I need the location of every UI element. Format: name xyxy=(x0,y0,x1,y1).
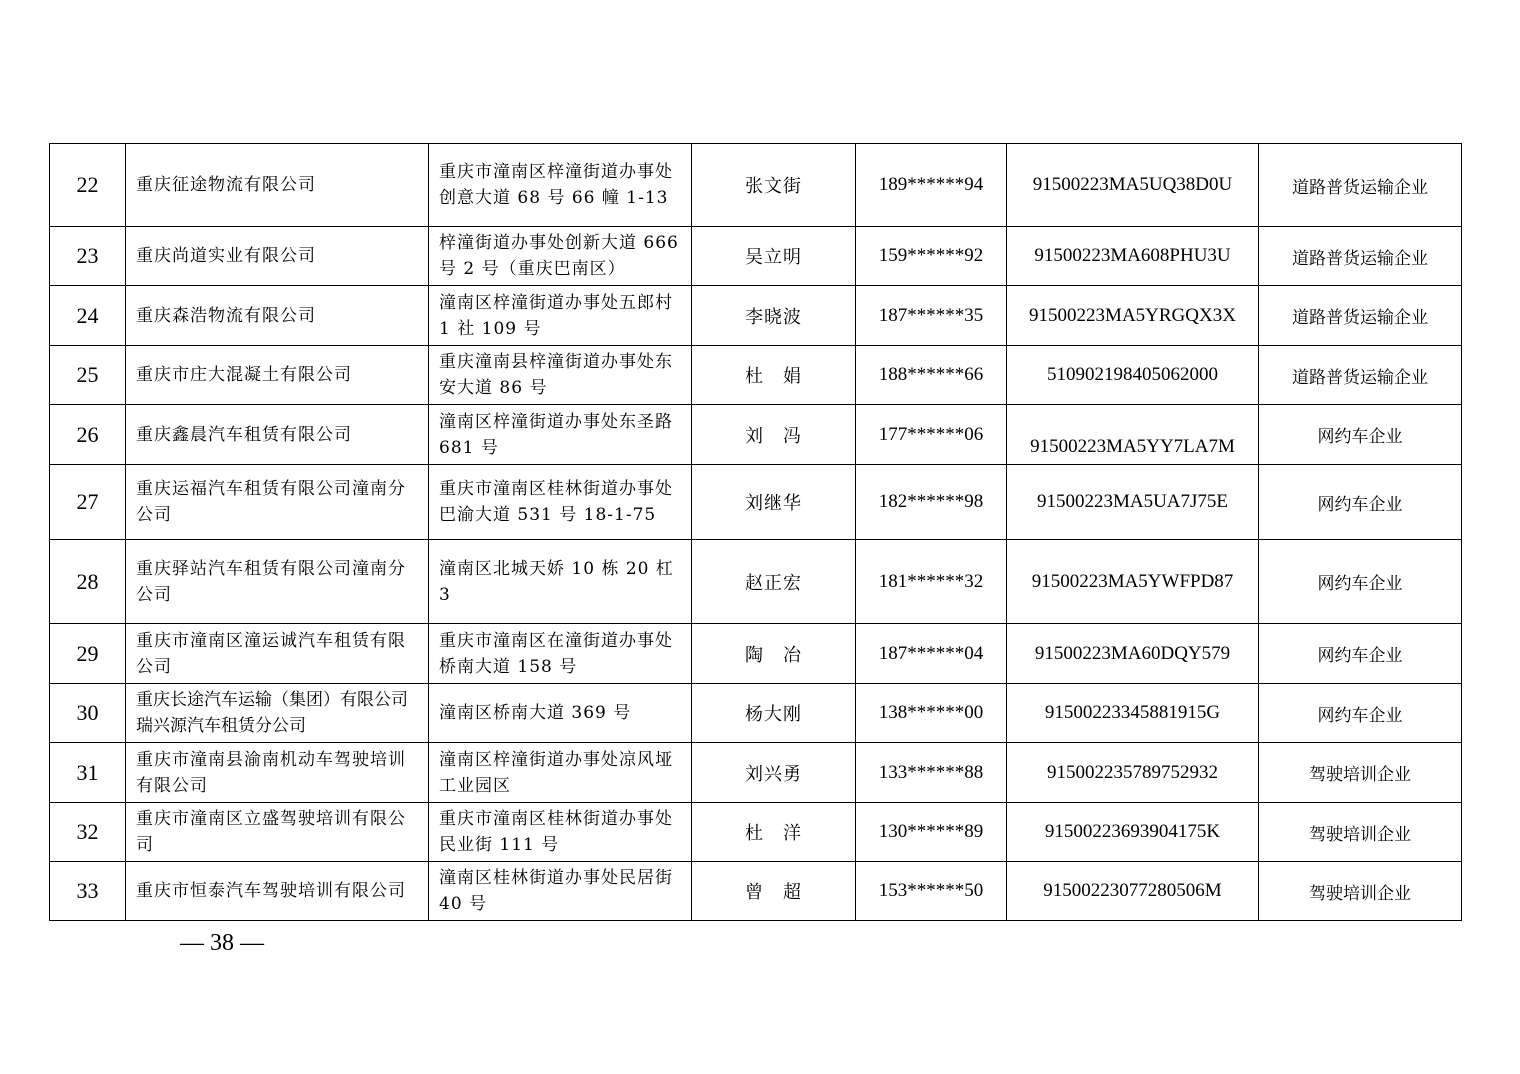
phone-number: 187******35 xyxy=(856,286,1007,346)
table-row xyxy=(50,465,1462,540)
row-number: 30 xyxy=(50,684,126,743)
phone-number: 138******00 xyxy=(856,684,1007,743)
company-name: 重庆长途汽车运输（集团）有限公司瑞兴源汽车租赁分公司 xyxy=(126,684,429,743)
phone-number: 153******50 xyxy=(856,862,1007,921)
company-address: 潼南区梓潼街道办事处东圣路 681 号 xyxy=(429,405,692,465)
contact-person: 李晓波 xyxy=(692,286,856,346)
contact-person: 杜 洋 xyxy=(692,803,856,862)
company-address: 重庆市潼南区在潼街道办事处桥南大道 158 号 xyxy=(429,624,692,684)
contact-person: 张文街 xyxy=(692,144,856,227)
contact-person: 赵正宏 xyxy=(692,540,856,624)
company-name: 重庆市潼南区立盛驾驶培训有限公司 xyxy=(126,803,429,862)
enterprise-type: 网约车企业 xyxy=(1259,624,1462,684)
credit-code: 91500223MA5YY7LA7M xyxy=(1007,405,1259,465)
company-address: 重庆市潼南区桂林街道办事处民业街 111 号 xyxy=(429,803,692,862)
row-number: 29 xyxy=(50,624,126,684)
enterprise-type: 道路普货运输企业 xyxy=(1259,227,1462,286)
table-row xyxy=(50,227,1462,286)
phone-number: 177******06 xyxy=(856,405,1007,465)
credit-code: 510902198405062000 xyxy=(1007,346,1259,405)
credit-code: 91500223077280506M xyxy=(1007,862,1259,921)
row-number: 27 xyxy=(50,465,126,540)
enterprise-type: 网约车企业 xyxy=(1259,465,1462,540)
row-number: 25 xyxy=(50,346,126,405)
contact-person: 杨大刚 xyxy=(692,684,856,743)
credit-code: 91500223MA60DQY579 xyxy=(1007,624,1259,684)
row-number: 31 xyxy=(50,743,126,803)
company-address: 重庆市潼南区桂林街道办事处巴渝大道 531 号 18-1-75 xyxy=(429,465,692,540)
contact-person: 杜 娟 xyxy=(692,346,856,405)
phone-number: 130******89 xyxy=(856,803,1007,862)
row-number: 22 xyxy=(50,144,126,227)
table-row xyxy=(50,346,1462,405)
credit-code: 91500223MA5UQ38D0U xyxy=(1007,144,1259,227)
company-address: 潼南区梓潼街道办事处凉风垭工业园区 xyxy=(429,743,692,803)
page-number: — 38 — xyxy=(180,930,264,956)
company-address: 重庆市潼南区梓潼街道办事处创意大道 68 号 66 幢 1-13 xyxy=(429,144,692,227)
company-name: 重庆森浩物流有限公司 xyxy=(126,286,429,346)
table-row xyxy=(50,624,1462,684)
company-address: 重庆潼南县梓潼街道办事处东安大道 86 号 xyxy=(429,346,692,405)
row-number: 24 xyxy=(50,286,126,346)
table-row xyxy=(50,803,1462,862)
enterprise-type: 网约车企业 xyxy=(1259,684,1462,743)
credit-code: 915002235789752932 xyxy=(1007,743,1259,803)
table-row xyxy=(50,405,1462,465)
table-row xyxy=(50,684,1462,743)
credit-code: 91500223MA5YWFPD87 xyxy=(1007,540,1259,624)
contact-person: 刘 冯 xyxy=(692,405,856,465)
company-name: 重庆征途物流有限公司 xyxy=(126,144,429,227)
row-number: 26 xyxy=(50,405,126,465)
enterprise-type: 网约车企业 xyxy=(1259,540,1462,624)
contact-person: 曾 超 xyxy=(692,862,856,921)
enterprise-type: 道路普货运输企业 xyxy=(1259,346,1462,405)
phone-number: 181******32 xyxy=(856,540,1007,624)
phone-number: 188******66 xyxy=(856,346,1007,405)
enterprise-type: 驾驶培训企业 xyxy=(1259,862,1462,921)
table-row xyxy=(50,286,1462,346)
enterprise-type: 驾驶培训企业 xyxy=(1259,743,1462,803)
table-row xyxy=(50,144,1462,227)
enterprise-table xyxy=(49,143,1462,921)
company-name: 重庆市潼南区潼运诚汽车租赁有限公司 xyxy=(126,624,429,684)
credit-code: 91500223MA5UA7J75E xyxy=(1007,465,1259,540)
company-address: 潼南区北城天娇 10 栋 20 杠 3 xyxy=(429,540,692,624)
company-name: 重庆运福汽车租赁有限公司潼南分公司 xyxy=(126,465,429,540)
company-address: 潼南区桥南大道 369 号 xyxy=(429,684,692,743)
company-name: 重庆鑫晨汽车租赁有限公司 xyxy=(126,405,429,465)
credit-code: 91500223MA5YRGQX3X xyxy=(1007,286,1259,346)
credit-code: 91500223345881915G xyxy=(1007,684,1259,743)
row-number: 23 xyxy=(50,227,126,286)
company-address: 潼南区梓潼街道办事处五郎村 1 社 109 号 xyxy=(429,286,692,346)
company-address: 梓潼街道办事处创新大道 666 号 2 号（重庆巴南区） xyxy=(429,227,692,286)
company-name: 重庆市潼南县渝南机动车驾驶培训有限公司 xyxy=(126,743,429,803)
contact-person: 刘兴勇 xyxy=(692,743,856,803)
company-name: 重庆市庄大混凝土有限公司 xyxy=(126,346,429,405)
contact-person: 刘继华 xyxy=(692,465,856,540)
enterprise-type: 驾驶培训企业 xyxy=(1259,803,1462,862)
company-address: 潼南区桂林街道办事处民居街 40 号 xyxy=(429,862,692,921)
credit-code: 91500223MA608PHU3U xyxy=(1007,227,1259,286)
enterprise-type: 网约车企业 xyxy=(1259,405,1462,465)
enterprise-type: 道路普货运输企业 xyxy=(1259,144,1462,227)
contact-person: 陶 冶 xyxy=(692,624,856,684)
table-row xyxy=(50,540,1462,624)
credit-code: 91500223693904175K xyxy=(1007,803,1259,862)
company-name: 重庆尚道实业有限公司 xyxy=(126,227,429,286)
row-number: 28 xyxy=(50,540,126,624)
phone-number: 182******98 xyxy=(856,465,1007,540)
row-number: 33 xyxy=(50,862,126,921)
table-row xyxy=(50,862,1462,921)
enterprise-type: 道路普货运输企业 xyxy=(1259,286,1462,346)
table-row xyxy=(50,743,1462,803)
company-name: 重庆驿站汽车租赁有限公司潼南分公司 xyxy=(126,540,429,624)
phone-number: 159******92 xyxy=(856,227,1007,286)
phone-number: 189******94 xyxy=(856,144,1007,227)
contact-person: 吴立明 xyxy=(692,227,856,286)
row-number: 32 xyxy=(50,803,126,862)
company-name: 重庆市恒泰汽车驾驶培训有限公司 xyxy=(126,862,429,921)
phone-number: 187******04 xyxy=(856,624,1007,684)
phone-number: 133******88 xyxy=(856,743,1007,803)
